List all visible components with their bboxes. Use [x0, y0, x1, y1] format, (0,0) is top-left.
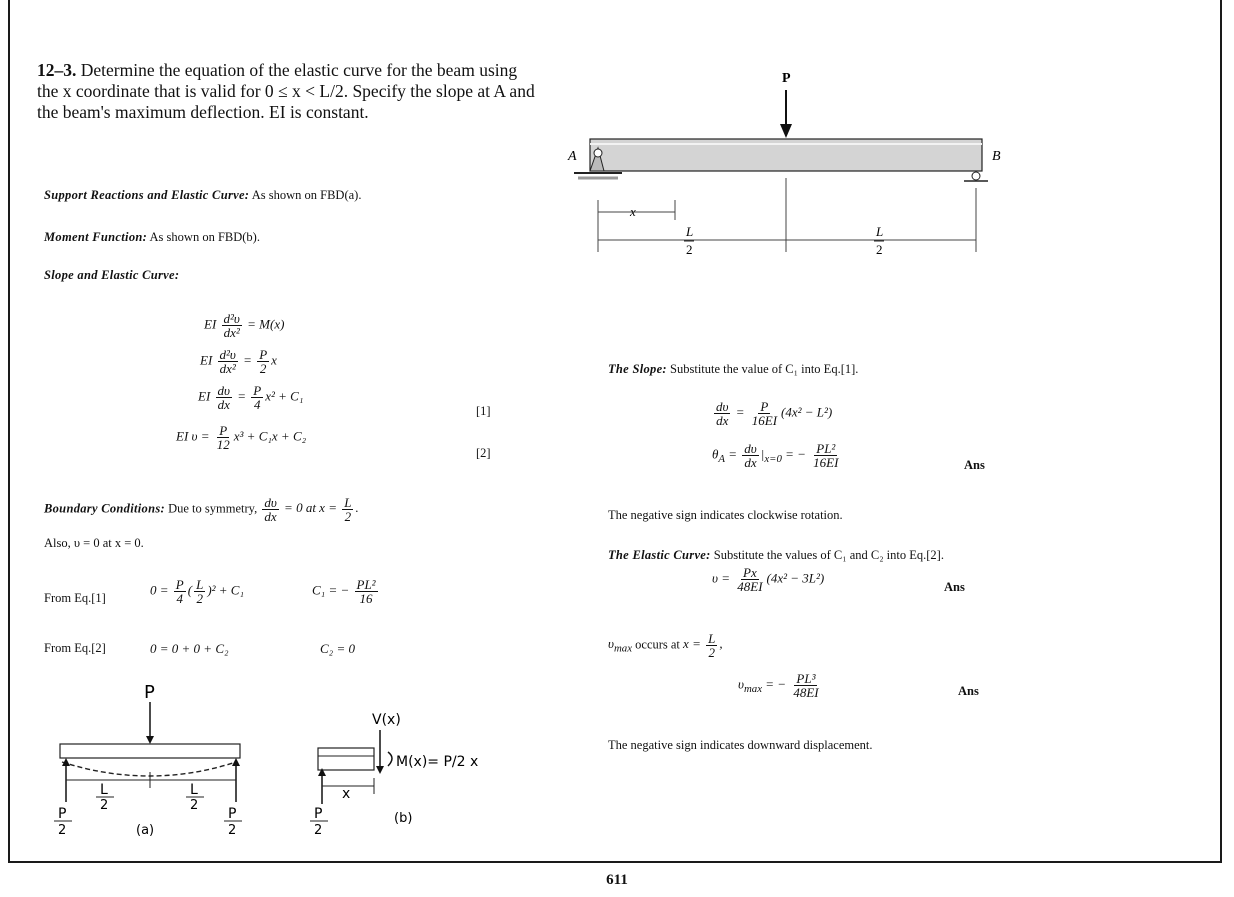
elastic-heading: The Elastic Curve:	[608, 548, 711, 562]
beam-span-left: L	[686, 224, 694, 239]
fbd-b-moment: M(x)= P/2 x	[396, 754, 479, 770]
page-number: 611	[606, 872, 628, 888]
eq2-substitution: 0 = 0 + 0 + C₂	[150, 641, 229, 656]
svg-text:2: 2	[190, 798, 199, 813]
moment-function-text: As shown on FBD(b).	[149, 230, 260, 244]
support-reactions-line	[44, 188, 361, 203]
support-reactions-text: As shown on FBD(a).	[251, 188, 362, 202]
svg-text:2: 2	[228, 823, 237, 838]
elastic-curve-line	[608, 548, 944, 563]
beam-figure	[560, 60, 1030, 275]
eq-deflection: EI υ = $\frac{P}{12}$ x³ + C₁x + C₂	[176, 423, 307, 452]
beam-x-label: x	[630, 204, 636, 219]
ans-elastic-curve: Ans	[944, 580, 965, 594]
fbd-a-load: P	[144, 682, 155, 703]
beam-load-label: P	[782, 71, 791, 86]
eq-vmax: $\upsilon_{max}$ = − $\frac{\text{PL³}}{48EI}$	[738, 671, 819, 700]
problem-number: 12–3.	[37, 60, 77, 80]
eq-curvature-sub: EI $\frac{\text{d²υ}}{\text{dx²}}$ = $\frac{P}{2}$ x	[200, 347, 277, 376]
support-reactions-heading: Support Reactions and Elastic Curve:	[44, 188, 250, 202]
fbd-b-caption: (b)	[394, 811, 413, 826]
fbd-a-caption: (a)	[136, 823, 155, 838]
svg-text:2: 2	[58, 823, 67, 838]
fbd-a-reaction-left: P	[58, 806, 67, 822]
eq-tag-2: [2]	[476, 446, 491, 460]
slope-curve-heading: Slope and Elastic Curve:	[44, 268, 180, 282]
negative-displacement-note: The negative sign indicates downward displacement.	[608, 738, 873, 752]
from-eq1-label: From Eq.[1]	[44, 591, 106, 605]
beam-right-support-label: B	[992, 149, 1001, 164]
from-eq2-label: From Eq.[2]	[44, 641, 106, 655]
ans-vmax: Ans	[958, 684, 979, 698]
fbd-a-span-right: L	[190, 782, 198, 798]
eq-theta-a: $\theta_A$ = $\frac{d\upsilon}{dx}$ $|_{x=0}$ = − $\frac{\text{PL²}}{16EI}$	[712, 441, 839, 470]
svg-text:2: 2	[314, 823, 323, 838]
c2-result: C₂ = 0	[320, 641, 355, 656]
eq-tag-1: [1]	[476, 404, 491, 418]
fbd-a-reaction-right: P	[228, 806, 237, 822]
vmax-occurs-text: occurs at	[635, 637, 680, 652]
eq-slope-final: $\frac{d\upsilon}{dx}$ = $\frac{P}{16EI}$ (4x² − L²)	[716, 399, 833, 428]
eq-curvature: EI $\frac{\text{d²υ}}{\text{dx²}}$ = M(x)	[204, 311, 285, 340]
fbd-a-span-left: L	[100, 782, 108, 798]
ans-theta-a: Ans	[964, 458, 985, 472]
problem-text: Determine the equation of the elastic curve for the beam using the x coordinate that is valid for 0 ≤ x < L/2. Specify the slope at A and the beam's maximum deflection. EI is constant.	[37, 60, 535, 122]
svg-text:2: 2	[876, 242, 883, 257]
boundary-also: Also, υ = 0 at x = 0.	[44, 536, 144, 550]
eq1-substitution: 0 = $\frac{P}{4}$ ( $\frac{L}{2}$ )² + C₁	[150, 577, 245, 606]
elastic-text: Substitute the values of C₁ and C₂ into Eq.[2].	[713, 548, 944, 562]
fbd-b-x: x	[342, 786, 351, 802]
moment-function-heading: Moment Function:	[44, 230, 148, 244]
eq-slope: EI $\frac{d\upsilon}{dx}$ = $\frac{P}{4}$ x² + C₁	[198, 383, 304, 412]
boundary-line: Boundary Conditions: Due to symmetry, $\frac{d\upsilon}{dx}$ = 0 at x = $\frac{L}{2}$ .	[44, 495, 359, 524]
problem-statement	[37, 60, 537, 123]
c1-result: C₁ = − $\frac{\text{PL²}}{16}$	[312, 577, 376, 606]
moment-function-line	[44, 230, 260, 245]
fbd-b	[300, 700, 510, 840]
beam-span-right: L	[876, 224, 884, 239]
negative-rotation-note: The negative sign indicates clockwise rotation.	[608, 508, 843, 522]
beam-left-support-label: A	[568, 149, 577, 164]
fbd-b-reaction: P	[314, 806, 323, 822]
fbd-a	[40, 678, 260, 848]
vmax-occurs-line: $\upsilon_{max}$ occurs at x = $\frac{L}{2}$ ,	[608, 631, 723, 660]
slope-heading: The Slope:	[608, 362, 667, 376]
svg-text:2: 2	[686, 242, 693, 257]
svg-text:2: 2	[100, 798, 109, 813]
fbd-b-shear: V(x)	[372, 712, 401, 728]
eq-elastic-curve: υ = $\frac{Px}{48EI}$ (4x² − 3L²)	[712, 565, 825, 594]
slope-text: Substitute the value of C₁ into Eq.[1].	[670, 362, 859, 376]
boundary-heading: Boundary Conditions:	[44, 501, 165, 516]
boundary-text: Due to symmetry,	[168, 501, 258, 516]
slope-line	[608, 362, 858, 377]
